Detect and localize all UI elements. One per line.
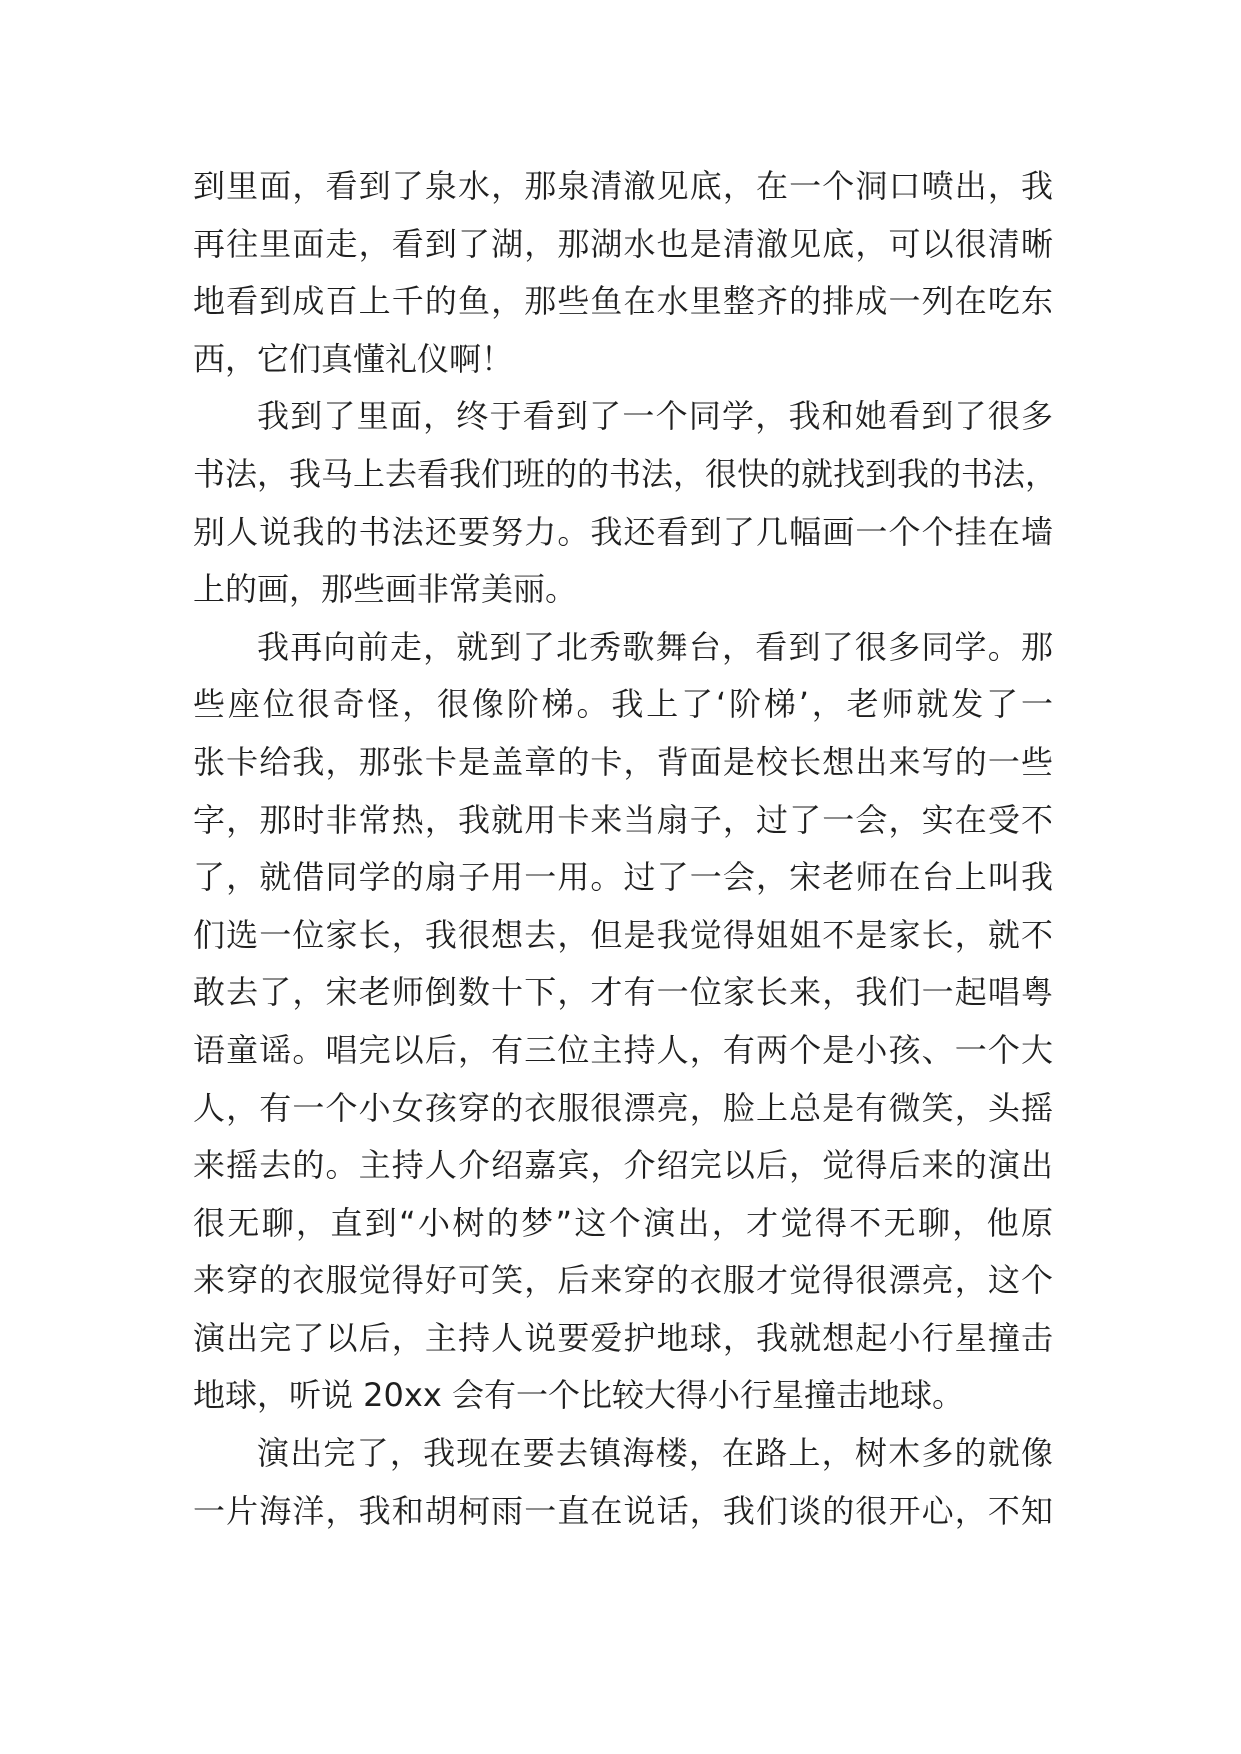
paragraph-2-line-2: 书法，我马上去看我们班的的书法，很快的就找到我的书法， <box>193 454 1058 493</box>
paragraph-3-line-14: 地球，听说 20xx 会有一个比较大得小行星撞击地球。 <box>193 1376 964 1415</box>
paragraph-3-line-13: 演出完了以后，主持人说要爱护地球，我就想起小行星撞击 <box>193 1318 1053 1357</box>
paragraph-3-line-3: 张卡给我，那张卡是盖章的卡，背面是校长想出来写的一些 <box>193 742 1053 781</box>
paragraph-2-line-4: 上的画，那些画非常美丽。 <box>193 570 578 609</box>
paragraph-3-line-12: 来穿的衣服觉得好可笑，后来穿的衣服才觉得很漂亮，这个 <box>193 1261 1053 1300</box>
paragraph-3-line-1: 我再向前走，就到了北秀歌舞台，看到了很多同学。那 <box>257 627 1053 666</box>
paragraph-4-line-2: 一片海洋，我和胡柯雨一直在说话，我们谈的很开心，不知 <box>193 1491 1053 1530</box>
paragraph-3-line-6: 们选一位家长，我很想去，但是我觉得姐姐不是家长，就不 <box>193 915 1053 954</box>
paragraph-2-line-3: 别人说我的书法还要努力。我还看到了几幅画一个个挂在墙 <box>193 512 1053 551</box>
paragraph-3-line-9: 人，有一个小女孩穿的衣服很漂亮，脸上总是有微笑，头摇 <box>193 1088 1053 1127</box>
paragraph-3-line-8: 语童谣。唱完以后，有三位主持人，有两个是小孩、一个大 <box>193 1030 1053 1069</box>
paragraph-4-line-1: 演出完了，我现在要去镇海楼，在路上，树木多的就像 <box>257 1434 1053 1473</box>
paragraph-3-line-4: 字，那时非常热，我就用卡来当扇子，过了一会，实在受不 <box>193 800 1053 839</box>
paragraph-3-line-11: 很无聊，直到“小树的梦”这个演出，才觉得不无聊，他原 <box>193 1203 1053 1242</box>
paragraph-1-line-2: 再往里面走，看到了湖，那湖水也是清澈见底，可以很清晰 <box>193 224 1053 263</box>
paragraph-1-line-4: 西，它们真懂礼仪啊！ <box>193 339 514 378</box>
paragraph-2-line-1: 我到了里面，终于看到了一个同学，我和她看到了很多 <box>257 397 1053 436</box>
document-body <box>193 158 1058 1540</box>
paragraph-3-line-5: 了，就借同学的扇子用一用。过了一会，宋老师在台上叫我 <box>193 858 1053 897</box>
paragraph-1-line-1: 到里面，看到了泉水，那泉清澈见底，在一个洞口喷出，我 <box>193 167 1053 205</box>
paragraph-3-line-10: 来摇去的。主持人介绍嘉宾，介绍完以后，觉得后来的演出 <box>193 1146 1053 1185</box>
paragraph-1-line-3: 地看到成百上千的鱼，那些鱼在水里整齐的排成一列在吃东 <box>193 282 1053 321</box>
paragraph-3-line-2: 些座位很奇怪，很像阶梯。我上了‘阶梯’，老师就发了一 <box>193 685 1053 724</box>
paragraph-3-line-7: 敢去了，宋老师倒数十下，才有一位家长来，我们一起唱粤 <box>193 973 1053 1012</box>
